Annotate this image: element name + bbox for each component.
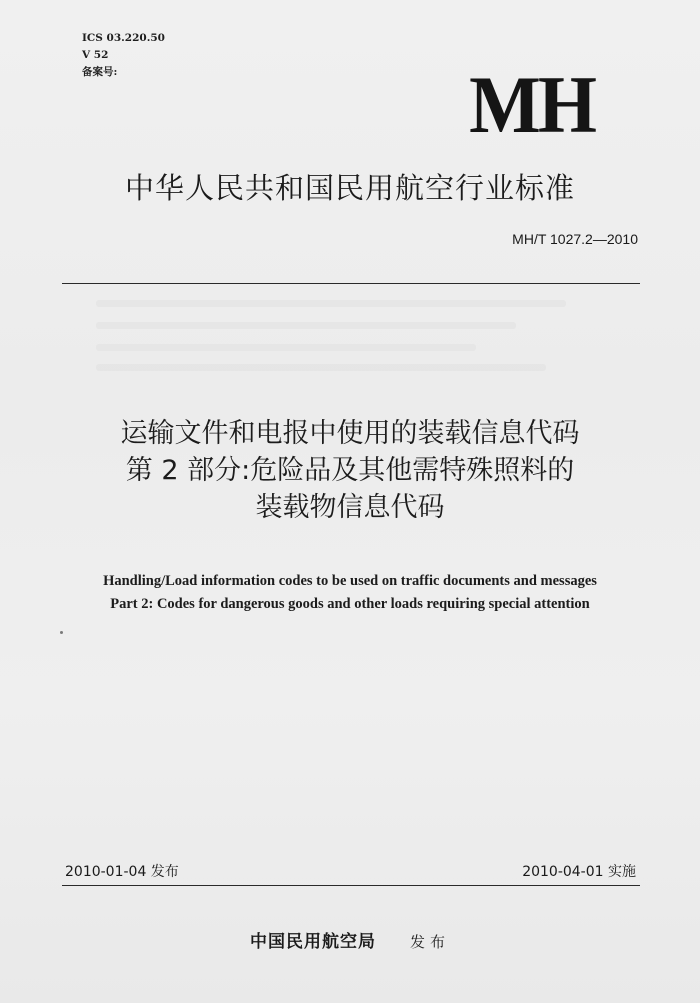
issue-date: 2010-01-04 发布	[65, 864, 179, 880]
issuer-line	[0, 930, 700, 954]
issuing-organization: 中国民用航空局	[249, 932, 376, 952]
chinese-title-line-3: 装载物信息代码	[255, 492, 445, 523]
bottom-divider	[62, 885, 640, 886]
chinese-title-line-2: 第 2 部分:危险品及其他需特殊照料的	[125, 455, 575, 486]
chinese-title-line-1: 运输文件和电报中使用的装载信息代码	[120, 418, 580, 449]
english-title-line-2: Part 2: Codes for dangerous goods and other loads requiring special attention	[110, 596, 590, 612]
show-through-mark	[96, 364, 546, 371]
standard-number: MH/T 1027.2—2010	[512, 231, 638, 247]
english-title	[0, 570, 700, 616]
standard-category-title: 中华人民共和国民用航空行业标准	[124, 171, 575, 205]
record-number-label: 备案号:	[82, 66, 118, 78]
show-through-mark	[96, 344, 476, 351]
issuing-action: 发布	[409, 933, 450, 951]
english-title-line-1: Handling/Load information codes to be used on traffic documents and messages	[103, 573, 597, 589]
mh-logo-mark: MH	[469, 59, 594, 151]
top-divider	[62, 283, 640, 284]
classification-block	[82, 30, 165, 81]
show-through-mark	[96, 300, 566, 307]
show-through-mark	[96, 322, 516, 329]
chinese-title	[0, 415, 700, 526]
classification-code: V 52	[82, 49, 109, 61]
ics-code: ICS 03.220.50	[82, 32, 165, 44]
implementation-date: 2010-04-01 实施	[522, 864, 636, 880]
paper-speck	[60, 631, 63, 634]
